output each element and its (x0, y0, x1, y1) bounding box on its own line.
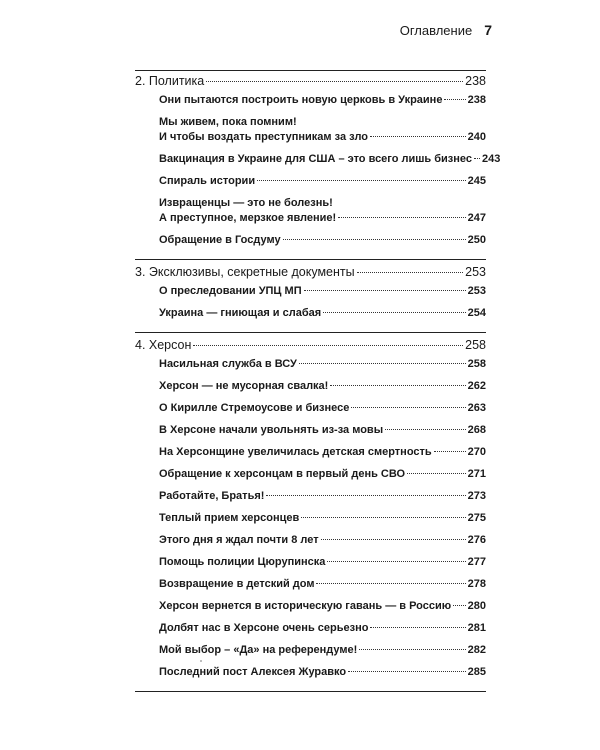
dot-leader (474, 158, 480, 159)
toc-entry[interactable]: О Кирилле Стремоусове и бизнесе 263 (159, 402, 486, 414)
dot-leader (330, 385, 465, 386)
header-title: Оглавление (399, 23, 473, 38)
toc-section (135, 264, 486, 333)
dot-leader (338, 217, 465, 218)
dot-leader (257, 180, 466, 181)
toc-entry[interactable]: Херсон вернется в историческую гавань — в Россию 280 (159, 600, 486, 612)
table-of-contents (135, 70, 501, 696)
dot-leader (359, 649, 465, 650)
toc-entry[interactable]: Возвращение в детский дом 278 (159, 578, 486, 590)
toc-entry[interactable]: Мой выбор – «Да» на референдуме! 282 (159, 644, 486, 656)
dot-leader (453, 605, 466, 606)
running-header (400, 22, 492, 38)
section-heading[interactable]: 2. Политика 238 (135, 74, 486, 88)
dot-leader (370, 627, 465, 628)
toc-entry[interactable]: Последний пост Алексея Журавко 285 (159, 666, 486, 678)
dot-leader (316, 583, 465, 584)
toc-entry[interactable]: Херсон — не мусорная свалка! 262 (159, 380, 486, 392)
section-heading[interactable]: 4. Херсон 258 (135, 338, 486, 352)
toc-entry[interactable]: Украина — гниющая и слабая 254 (159, 307, 486, 319)
dot-leader (266, 495, 465, 496)
dot-leader (370, 136, 466, 137)
dot-leader (299, 363, 466, 364)
toc-entry[interactable]: На Херсонщине увеличилась детская смертность 270 (159, 446, 486, 458)
toc-entry[interactable]: В Херсоне начали увольнять из-за мовы 268 (159, 424, 486, 436)
toc-entry[interactable]: Долбят нас в Херсоне очень серьезно 281 (159, 622, 486, 634)
toc-entry[interactable]: Они пытаются построить новую церковь в Украине 238 (159, 94, 486, 106)
dot-leader (193, 345, 463, 346)
dot-leader (301, 517, 465, 518)
print-speck (200, 660, 202, 662)
page-number: 7 (484, 22, 492, 38)
dot-leader (357, 272, 464, 273)
dot-leader (444, 99, 465, 100)
toc-entry[interactable]: Обращение в Госдуму 250 (159, 234, 486, 246)
toc-entry[interactable]: Работайте, Братья! 273 (159, 490, 486, 502)
toc-entry[interactable]: Теплый прием херсонцев 275 (159, 512, 486, 524)
section-heading[interactable]: 3. Эксклюзивы, секретные документы 253 (135, 265, 486, 279)
toc-section (135, 337, 486, 692)
toc-section (135, 70, 501, 260)
toc-entry[interactable]: Помощь полиции Цюрупинска 277 (159, 556, 486, 568)
dot-leader (351, 407, 465, 408)
toc-entry[interactable]: Спираль истории 245 (159, 175, 486, 187)
dot-leader (407, 473, 466, 474)
toc-entry[interactable]: Извращенцы — это не болезнь! А преступное, мерзкое явление! 247 (159, 197, 486, 224)
toc-entry[interactable]: Этого дня я ждал почти 8 лет 276 (159, 534, 486, 546)
dot-leader (206, 81, 463, 82)
dot-leader (321, 539, 466, 540)
dot-leader (327, 561, 465, 562)
dot-leader (283, 239, 466, 240)
toc-entry[interactable]: Обращение к херсонцам в первый день СВО 271 (159, 468, 486, 480)
dot-leader (323, 312, 465, 313)
toc-entry[interactable]: Мы живем, пока помним! И чтобы воздать преступникам за зло 240 (159, 116, 486, 143)
toc-entry[interactable]: Насильная служба в ВСУ 258 (159, 358, 486, 370)
dot-leader (434, 451, 466, 452)
toc-entry[interactable]: Вакцинация в Украине для США – это всего лишь бизнес 243 (159, 153, 501, 165)
dot-leader (304, 290, 466, 291)
toc-entry[interactable]: О преследовании УПЦ МП 253 (159, 285, 486, 297)
dot-leader (348, 671, 466, 672)
dot-leader (385, 429, 466, 430)
